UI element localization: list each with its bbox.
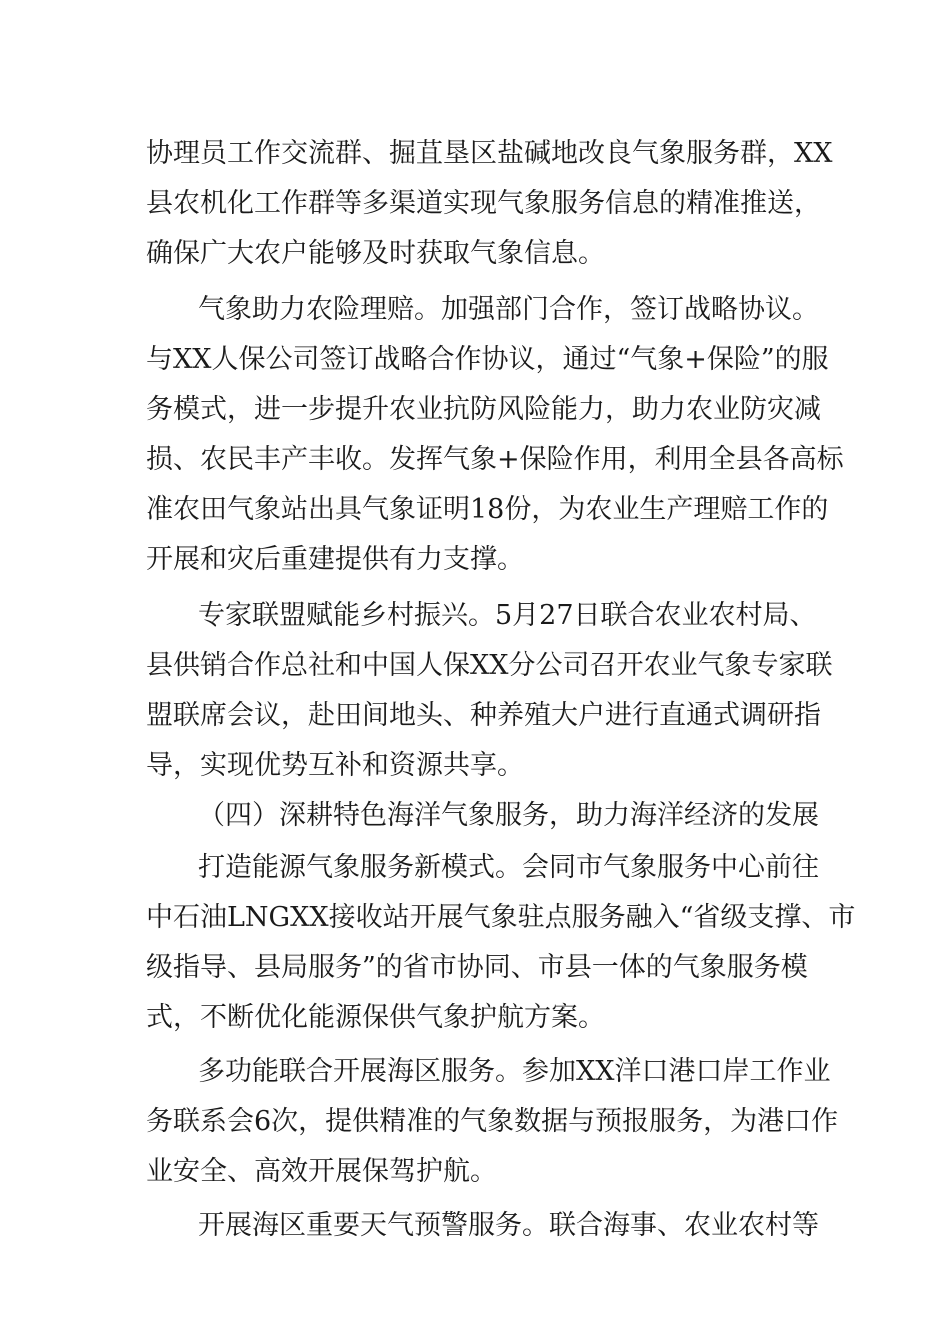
text-line: 务联系会6次，提供精准的气象数据与预报服务，为港口作 — [146, 1106, 839, 1137]
text-line: 业安全、高效开展保驾护航。 — [146, 1156, 497, 1187]
section-heading: （四）深耕特色海洋气象服务，助力海洋经济的发展 — [198, 800, 819, 831]
text-line: 准农田气象站出具气象证明18份，为农业生产理赔工作的 — [146, 494, 829, 525]
text-line: 盟联席会议，赴田间地头、种养殖大户进行直通式调研指 — [146, 700, 821, 731]
text-line: 与XX人保公司签订战略合作协议，通过“气象+保险”的服 — [146, 344, 829, 375]
text-line: 导，实现优势互补和资源共享。 — [146, 750, 524, 781]
text-line: 开展和灾后重建提供有力支撑。 — [146, 544, 524, 575]
text-line: 县农机化工作群等多渠道实现气象服务信息的精准推送， — [146, 188, 821, 219]
text-line: 县供销合作总社和中国人保XX分公司召开农业气象专家联 — [146, 650, 833, 681]
text-line: 协理员工作交流群、掘苴垦区盐碱地改良气象服务群，XX — [146, 138, 833, 169]
text-line: 气象助力农险理赔。加强部门合作，签订战略协议。 — [198, 294, 819, 325]
text-line: 专家联盟赋能乡村振兴。5月27日联合农业农村局、 — [198, 600, 817, 631]
text-line: 多功能联合开展海区服务。参加XX洋口港口岸工作业 — [198, 1056, 831, 1087]
text-line: 开展海区重要天气预警服务。联合海事、农业农村等 — [198, 1210, 819, 1241]
text-line: 级指导、县局服务”的省市协同、市县一体的气象服务模 — [146, 952, 808, 983]
text-line: 打造能源气象服务新模式。会同市气象服务中心前往 — [198, 852, 819, 883]
text-line: 确保广大农户能够及时获取气象信息。 — [146, 238, 605, 269]
text-line: 损、农民丰产丰收。发挥气象+保险作用，利用全县各高标 — [146, 444, 844, 475]
text-line: 务模式，进一步提升农业抗防风险能力，助力农业防灾减 — [146, 394, 821, 425]
text-line: 中石油LNGXX接收站开展气象驻点服务融入“省级支撑、市 — [146, 902, 856, 933]
text-line: 式，不断优化能源保供气象护航方案。 — [146, 1002, 605, 1033]
